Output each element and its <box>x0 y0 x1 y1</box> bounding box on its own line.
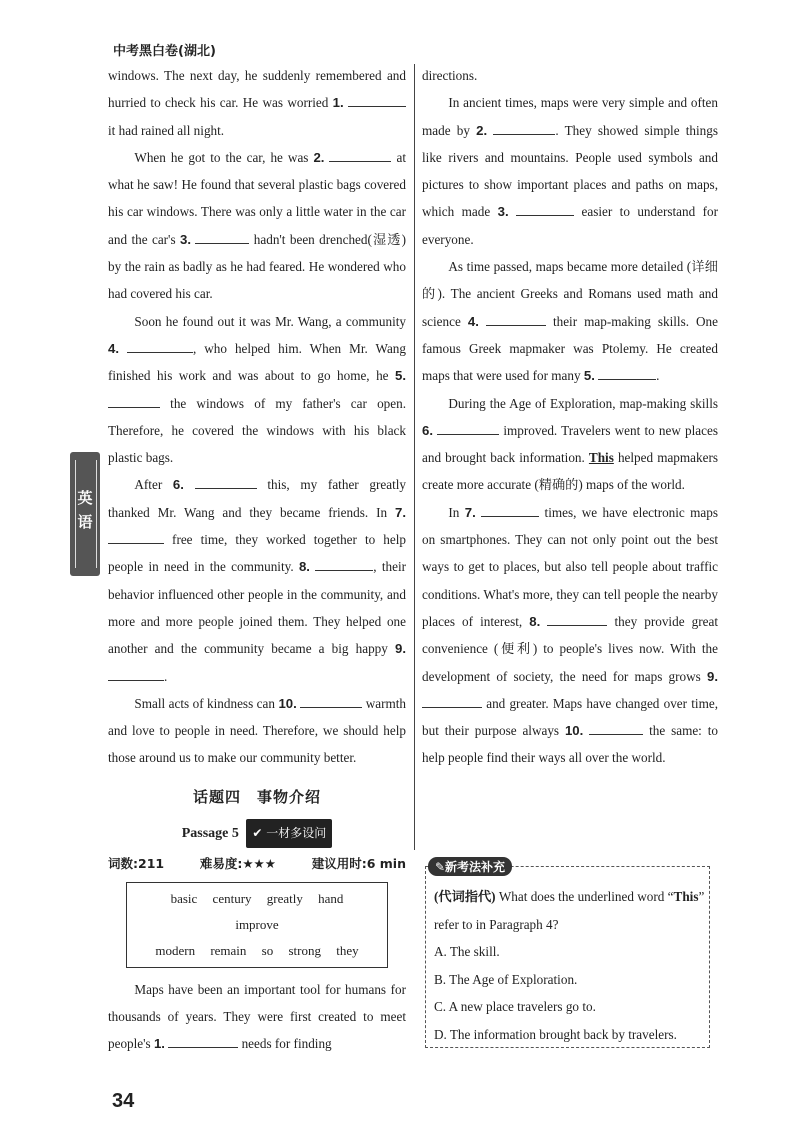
answer-blank[interactable] <box>486 313 546 326</box>
word-bank <box>126 882 388 968</box>
word-bank-item: basic <box>170 890 198 906</box>
answer-blank[interactable] <box>315 558 373 571</box>
answer-blank[interactable] <box>437 422 499 435</box>
answer-blank[interactable] <box>300 695 362 708</box>
paragraph: Small acts of kindness can 10. warmth and love to people in need. Therefore, we should help those around us to make our community better. <box>108 695 406 766</box>
paragraph: directions. <box>422 68 478 83</box>
answer-blank[interactable] <box>108 668 164 681</box>
subject-label: 英语 <box>77 489 93 531</box>
answer-blank[interactable] <box>195 476 257 489</box>
paragraph: In ancient times, maps were very simple and often made by 2. . They showed simple things like rivers and mountains. People used symbols and pictures to show important places and paths on maps, which made 3. easier to understand for everyone. <box>422 95 719 247</box>
paragraph: Soon he found out it was Mr. Wang, a community 4. , who helped him. When Mr. Wang finished his work and was about to go home, he 5. the windows of my father's car open. Therefore, he covered the windows with his black plastic bags. <box>108 313 406 466</box>
paragraph: After 6. this, my father greatly thanked Mr. Wang and they became friends. In 7. free time, they worked together to help people in need in the community. 8. , their behavior influenced other people in the community, and more and more people joined them. They helped one another and the community became a big happy 9. . <box>108 477 407 684</box>
answer-blank[interactable] <box>108 531 164 544</box>
answer-blank[interactable] <box>422 695 482 708</box>
answer-blank[interactable] <box>108 395 160 408</box>
suggested-time: 建议用时:6 min <box>311 856 406 872</box>
answer-blank[interactable] <box>195 231 249 244</box>
answer-blank[interactable] <box>547 613 607 626</box>
supplement-tag: ✎新考法补充 <box>428 857 512 876</box>
option-d[interactable]: D. The information brought back by travelers. <box>434 1026 677 1042</box>
topic-title: 话题四 事物介绍 <box>192 787 321 806</box>
paragraph: Maps have been an important tool for humans for thousands of years. They were first created to meet people's 1. needs for finding <box>108 981 406 1052</box>
word-bank-item: century <box>212 890 252 906</box>
word-bank-item: improve <box>235 916 279 932</box>
answer-blank[interactable] <box>481 504 539 517</box>
word-bank-item: strong <box>288 942 321 958</box>
answer-blank[interactable] <box>598 367 656 380</box>
difficulty: 难易度:★★★ <box>199 856 276 872</box>
answer-blank[interactable] <box>348 94 406 107</box>
option-c[interactable]: C. A new place travelers go to. <box>434 999 596 1014</box>
word-bank-item: hand <box>318 890 344 906</box>
underlined-word-this: This <box>588 450 614 466</box>
paragraph: When he got to the car, he was 2. at what he saw! He found that several plastic bags covered his car windows. There was only a little water in the car and the car's 3. hadn't been drenched(湿透) by the rain as badly as he had feared. He wondered who had covered his car. <box>108 149 406 302</box>
word-count: 词数:211 <box>108 856 165 872</box>
answer-blank[interactable] <box>329 149 391 162</box>
word-bank-item: greatly <box>266 890 303 906</box>
question-stem: (代词指代) What does the underlined word “This” refer to in Paragraph 4? <box>434 889 705 932</box>
answer-blank[interactable] <box>493 122 555 135</box>
passage-badge: ✔ 一材多设问 <box>246 819 332 848</box>
answer-blank[interactable] <box>516 203 574 216</box>
word-bank-item: remain <box>210 942 247 958</box>
answer-blank[interactable] <box>589 722 643 735</box>
option-a[interactable]: A. The skill. <box>434 944 500 959</box>
answer-blank[interactable] <box>168 1035 238 1048</box>
option-b[interactable]: B. The Age of Exploration. <box>434 971 578 987</box>
answer-blank[interactable] <box>127 340 193 353</box>
word-bank-item: so <box>261 942 274 958</box>
column-divider <box>414 64 415 850</box>
passage-heading <box>108 819 406 848</box>
supplement-question <box>434 883 706 1048</box>
right-column <box>422 62 718 772</box>
page-number: 34 <box>112 1090 135 1112</box>
page-header: 中考黑白卷(湖北) <box>113 44 216 59</box>
passage-meta <box>108 850 406 877</box>
paragraph: In 7. times, we have electronic maps on smartphones. They can not only point out the best ways to get to places, but also tell people about traffic conditions. What's more, they can tell people the nearby places of interest, 8. they provide great convenience (便利) to people's lives now. With the development of society, the need for maps grows 9. and greater. Maps have changed over time, but their purpose always 10. the same: to help people find their ways all over the world. <box>422 504 719 766</box>
subject-side-tab <box>70 452 100 576</box>
paragraph: As time passed, maps became more detailed (详细的). The ancient Greeks and Romans used math and science 4. their map-making skills. One famous Greek mapmaker was Ptolemy. He created maps that were used for many 5. . <box>422 259 719 384</box>
paragraph: windows. The next day, he suddenly remembered and hurried to check his car. He was worried 1. it had rained all night. <box>108 68 406 138</box>
paragraph: During the Age of Exploration, map-making skills 6. improved. Travelers went to new places and brought back information. This helped mapmakers create more accurate (精确的) maps of the world. <box>422 395 718 493</box>
word-bank-item: they <box>336 942 359 958</box>
passage-name: Passage 5 <box>181 826 239 842</box>
left-column <box>108 62 406 1058</box>
word-bank-item: modern <box>155 942 196 958</box>
